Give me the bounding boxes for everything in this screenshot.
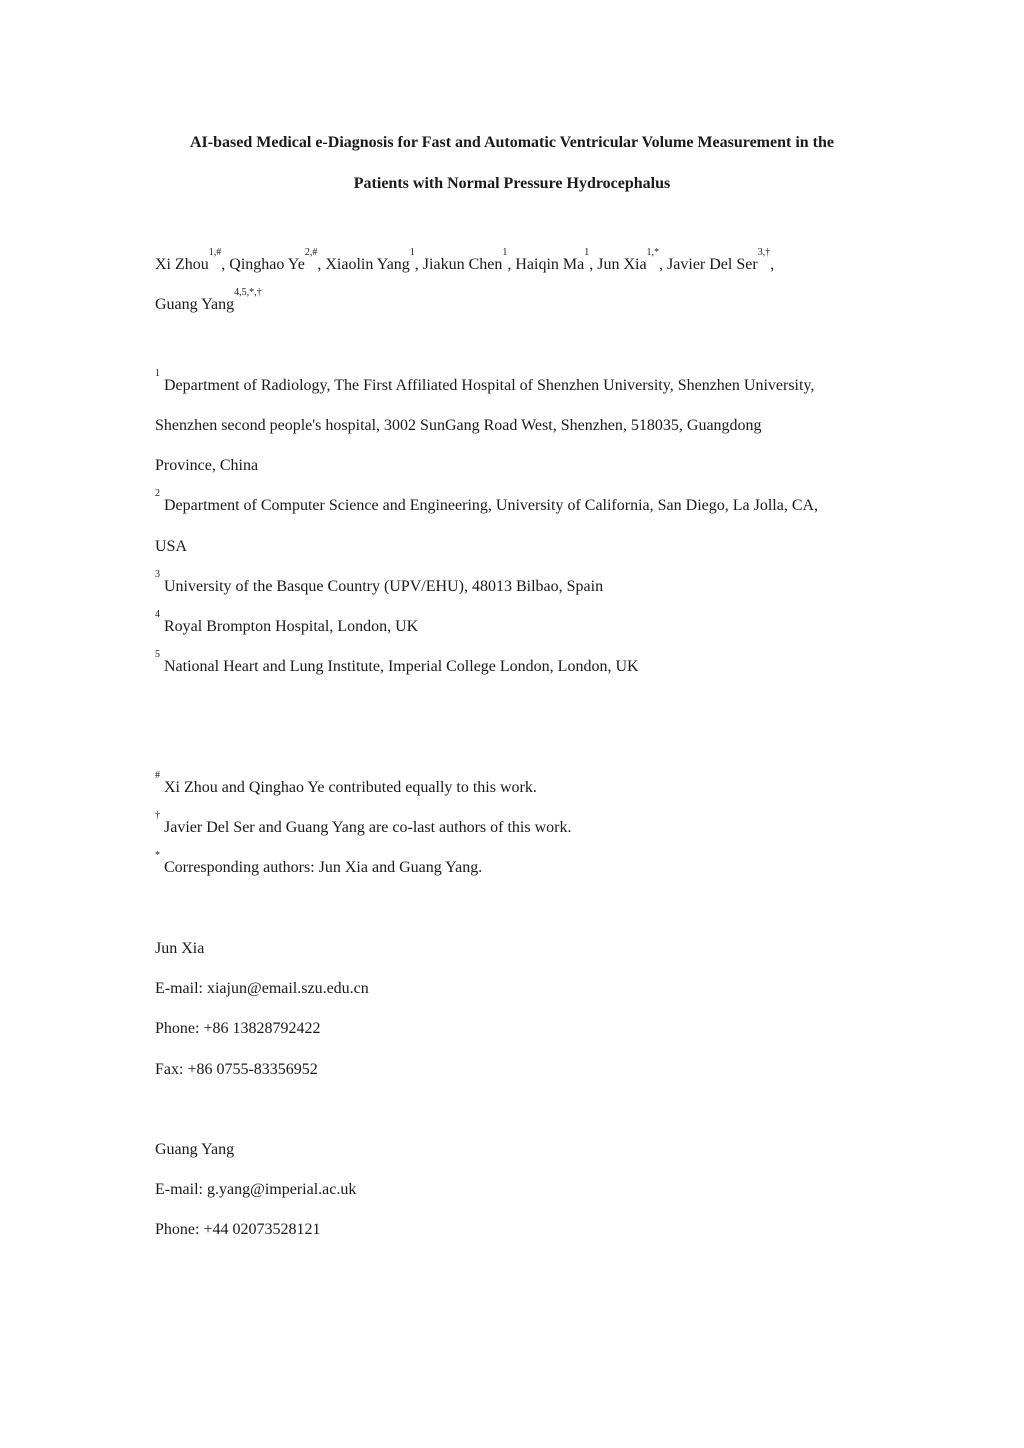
affiliation-number: 3 — [155, 569, 160, 580]
affiliation-1-line-2: Shenzhen second people's hospital, 3002 SunGang Road West, Shenzhen, 518035, Guangdong — [155, 417, 762, 434]
author-affiliation-mark: 1 — [409, 247, 415, 258]
affiliation-4 — [155, 609, 895, 636]
affiliation-number: 5 — [155, 649, 160, 660]
author-affiliation-mark: 1,* — [646, 247, 660, 258]
affiliation-2-line-2: USA — [155, 538, 188, 555]
affiliation-number: 1 — [155, 368, 160, 379]
affiliation-5 — [155, 649, 895, 676]
author-name: Guang Yang — [155, 296, 235, 313]
author-list-line-2 — [155, 287, 895, 314]
author-name: Xi Zhou — [155, 256, 209, 273]
author-affiliation-mark: 1,# — [208, 247, 222, 258]
author-separator: , — [317, 256, 326, 273]
author-affiliation-mark: 1 — [584, 247, 590, 258]
note-text: Corresponding authors: Jun Xia and Guang Yang. — [164, 859, 483, 876]
contact-1-email[interactable]: E-mail: xiajun@email.szu.edu.cn — [155, 980, 369, 997]
contact-1-name: Jun Xia — [155, 940, 205, 957]
author-name: Xiaolin Yang — [325, 256, 410, 273]
note-corresponding-authors — [155, 850, 895, 877]
affiliation-text: Department of Computer Science and Engineering, University of California, San Diego, La Jolla, CA, — [164, 497, 819, 514]
author-affiliation-mark: 4,5,*,† — [234, 287, 262, 298]
contact-2-email[interactable]: E-mail: g.yang@imperial.ac.uk — [155, 1181, 357, 1198]
affiliation-2-line-1 — [155, 488, 895, 515]
note-equal-contribution — [155, 770, 895, 797]
note-mark: † — [155, 810, 160, 821]
affiliation-1-line-1 — [155, 368, 895, 395]
author-separator: , — [414, 256, 423, 273]
affiliation-number: 2 — [155, 488, 160, 499]
note-text: Xi Zhou and Qinghao Ye contributed equally to this work. — [164, 779, 537, 796]
contact-1-fax: Fax: +86 0755-83356952 — [155, 1061, 318, 1078]
author-list-line-1 — [155, 247, 895, 274]
note-co-last-authors — [155, 810, 895, 837]
affiliation-number: 4 — [155, 609, 160, 620]
author-affiliation-mark: 3,† — [757, 247, 771, 258]
paper-title-line-2: Patients with Normal Pressure Hydrocephalus — [353, 175, 671, 192]
author-separator: , — [770, 256, 775, 273]
note-mark: # — [155, 770, 160, 781]
author-separator: , — [659, 256, 668, 273]
author-name: Javier Del Ser — [667, 256, 758, 273]
author-name: Qinghao Ye — [229, 256, 305, 273]
contact-2-phone: Phone: +44 02073528121 — [155, 1221, 321, 1238]
author-name: Jun Xia — [597, 256, 647, 273]
author-name: Haiqin Ma — [515, 256, 585, 273]
author-separator: , — [507, 256, 516, 273]
affiliation-text: Department of Radiology, The First Affiliated Hospital of Shenzhen University, Shenzhen University, — [164, 377, 815, 394]
contact-1-phone: Phone: +86 13828792422 — [155, 1020, 321, 1037]
affiliation-text: University of the Basque Country (UPV/EHU), 48013 Bilbao, Spain — [164, 578, 604, 595]
author-affiliation-mark: 1 — [502, 247, 508, 258]
paper-title-line-1: AI-based Medical e-Diagnosis for Fast and Automatic Ventricular Volume Measurement in the — [190, 134, 834, 151]
note-text: Javier Del Ser and Guang Yang are co-last authors of this work. — [164, 819, 572, 836]
author-separator: , — [589, 256, 598, 273]
affiliation-text: Royal Brompton Hospital, London, UK — [164, 618, 419, 635]
affiliation-1-line-3: Province, China — [155, 457, 259, 474]
affiliation-3 — [155, 569, 895, 596]
contact-2-name: Guang Yang — [155, 1141, 235, 1158]
author-name: Jiakun Chen — [422, 256, 503, 273]
author-affiliation-mark: 2,# — [304, 247, 318, 258]
author-separator: , — [221, 256, 230, 273]
affiliation-text: National Heart and Lung Institute, Imperial College London, London, UK — [164, 658, 639, 675]
note-mark: * — [155, 850, 160, 861]
